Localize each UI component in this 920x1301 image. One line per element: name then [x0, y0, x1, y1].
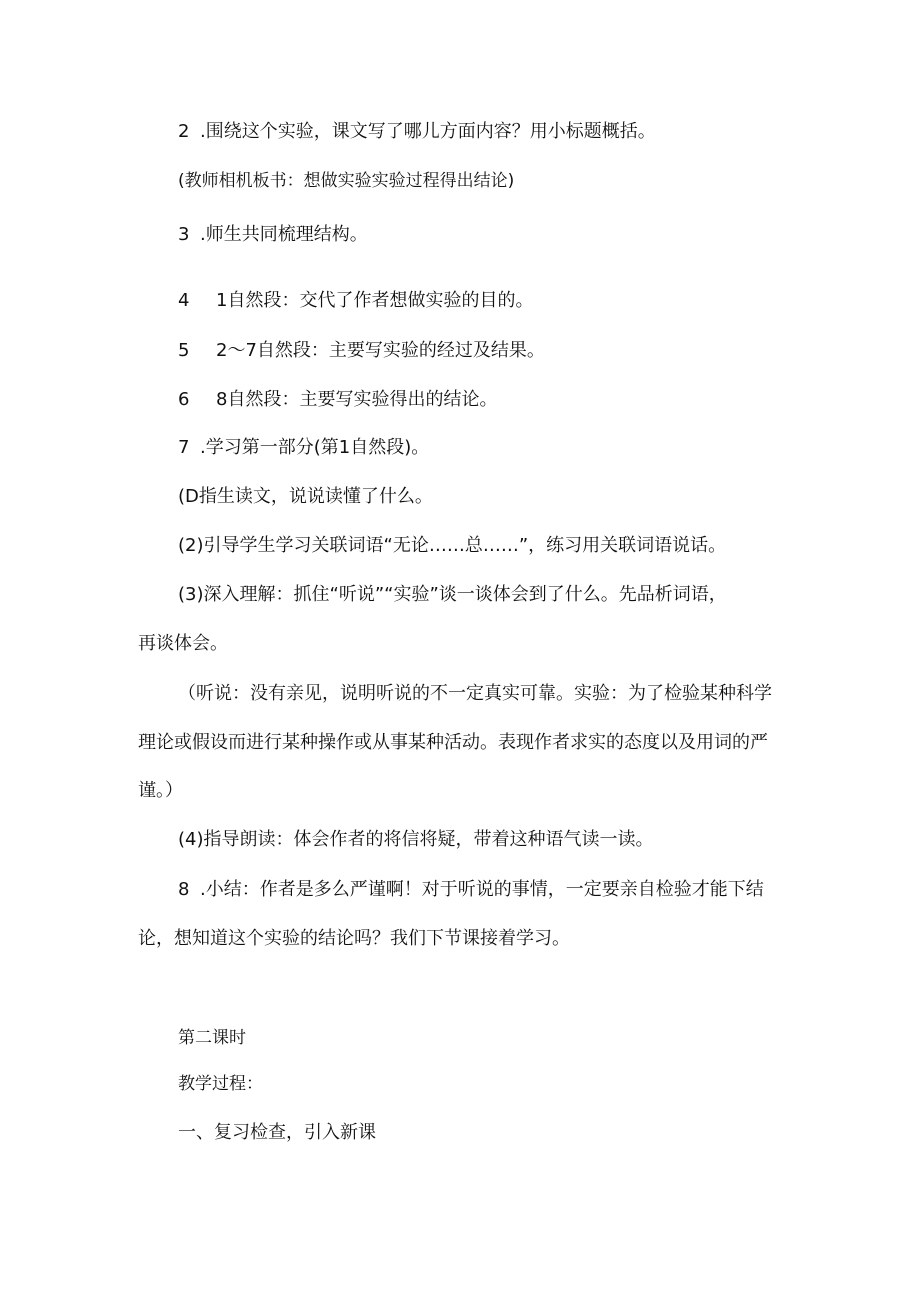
process-heading: 教学过程：: [178, 1074, 263, 1094]
step-7: [178, 439, 429, 457]
step-2: [178, 123, 656, 141]
explanation-note-cont2: 谨。）: [138, 780, 183, 801]
step-4: [178, 292, 533, 310]
step-text: 1自然段：交代了作者想做实验的目的。: [216, 290, 534, 311]
substep-4: (4)指导朗读：体会作者的将信将疑，带着这种语气读一读。: [178, 829, 654, 850]
step-text: 8自然段：主要写实验得出的结论。: [216, 389, 498, 410]
step-text: .小结：作者是多么严谨啊！对于听说的事情，一定要亲自检验才能下结: [200, 879, 764, 900]
explanation-note: （听说：没有亲见，说明听说的不一定真实可靠。实验：为了检验某种科学: [178, 683, 772, 704]
substep-3: (3)深入理解：抓住“听说”“实验”谈一谈体会到了什么。先品析词语，: [178, 584, 727, 605]
step-number: 2: [178, 121, 190, 142]
step-text: 2〜7自然段：主要写实验的经过及结果。: [216, 340, 545, 361]
step-5: [178, 342, 545, 360]
explanation-note-cont1: 理论或假设而进行某种操作或从事某种活动。表现作者求实的态度以及用词的严: [138, 732, 768, 753]
step-text: .学习第一部分(第1自然段)。: [200, 437, 430, 458]
lesson-heading: 第二课时: [178, 1028, 246, 1048]
board-note: (教师相机板书：想做实验实验过程得出结论): [178, 171, 515, 191]
substep-2: (2)引导学生学习关联词语“无论……总……”，练习用关联词语说话。: [178, 535, 727, 556]
step-number: 8: [178, 879, 190, 900]
step-8-cont: 论，想知道这个实验的结论吗？我们下节课接着学习。: [138, 928, 570, 949]
step-8: [178, 881, 764, 899]
step-number: 5: [178, 340, 190, 361]
step-text: .师生共同梳理结构。: [200, 224, 368, 245]
step-3: [178, 226, 368, 244]
step-number: 7: [178, 437, 190, 458]
step-6: [178, 391, 497, 409]
step-number: 3: [178, 224, 190, 245]
substep-3-cont: 再谈体会。: [138, 633, 228, 654]
step-number: 4: [178, 290, 190, 311]
step-text: .围绕这个实验，课文写了哪儿方面内容？用小标题概括。: [200, 121, 656, 142]
substep-1: (D指生读文，说说读懂了什么。: [178, 486, 433, 507]
step-number: 6: [178, 389, 190, 410]
section-heading: 一、复习检查，引入新课: [178, 1122, 376, 1143]
